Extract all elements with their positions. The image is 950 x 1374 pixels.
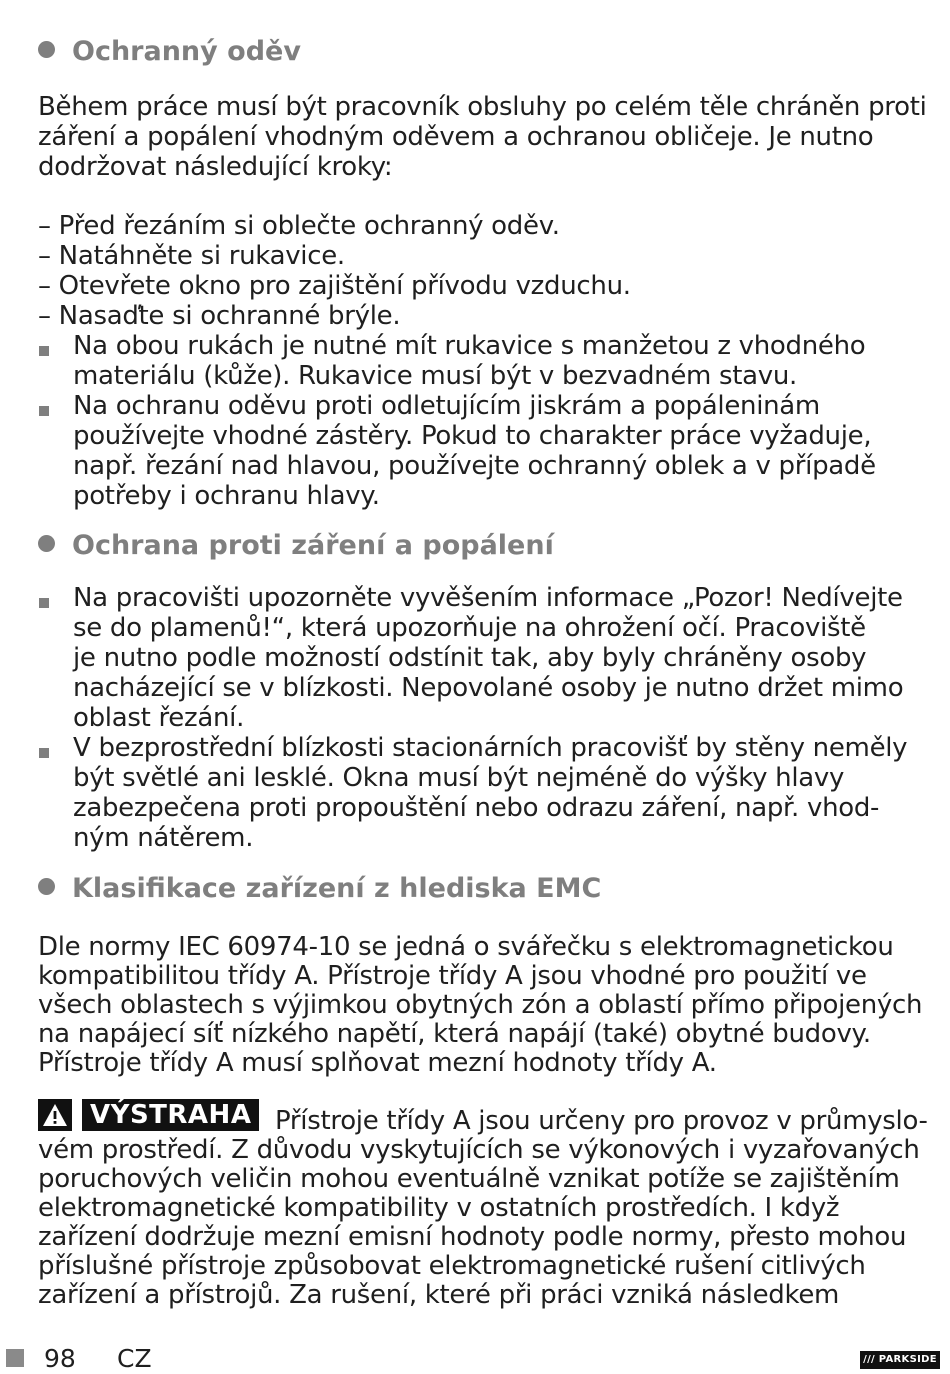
bullet-line: Na pracovišti upozorněte vyvěšením informace „Pozor! Nedívejte: [73, 583, 903, 613]
dash-list-item: – Nasaďte si ochranné brýle.: [38, 301, 401, 331]
brand-logo: /// PARKSIDE: [860, 1351, 940, 1369]
dash-list-item: – Před řezáním si oblečte ochranný oděv.: [38, 211, 560, 241]
bullet-line: materiálu (kůže). Rukavice musí být v bezvadném stavu.: [73, 361, 798, 391]
paragraph-line: Přístroje třídy A musí splňovat mezní hodnoty třídy A.: [38, 1048, 717, 1078]
dash-list-item: – Otevřete okno pro zajištění přívodu vzduchu.: [38, 271, 631, 301]
footer-marker-square: [6, 1349, 24, 1367]
bullet-dot-icon: [38, 535, 55, 552]
paragraph-line: kompatibilitou třídy A. Přístroje třídy A jsou vhodné pro použití ve: [38, 961, 867, 991]
bullet-line: je nutno podle možností odstínit tak, aby byly chráněny osoby: [73, 643, 867, 673]
paragraph-line: na napájecí síť nízkého napětí, která napájí (také) obytné budovy.: [38, 1019, 871, 1049]
bullet-line: oblast řezání.: [73, 703, 245, 733]
square-bullet-icon: [39, 406, 49, 416]
bullet-line: např. řezání nad hlavou, používejte ochranný oblek a v případě: [73, 451, 876, 481]
bullet-line: nacházející se v blízkosti. Nepovolané osoby je nutno držet mimo: [73, 673, 904, 703]
page-number: 98: [44, 1344, 76, 1373]
warning-text-line: vém prostředí. Z důvodu vyskytujících se výkonových i vyzařovaných: [38, 1135, 920, 1165]
square-bullet-icon: [39, 598, 49, 608]
paragraph-line: dodržovat následující kroky:: [38, 152, 393, 182]
square-bullet-icon: [39, 346, 49, 356]
section-heading-radiation-protection: Ochrana proti záření a popálení: [38, 530, 554, 561]
warning-text-line: poruchových veličin mohou eventuálně vznikat potíže se zajištěním: [38, 1164, 900, 1194]
paragraph-line: Dle normy IEC 60974-10 se jedná o svářečku s elektromagnetickou: [38, 932, 894, 962]
bullet-line: ným nátěrem.: [73, 823, 254, 853]
warning-text-line: zařízení dodržuje mezní emisní hodnoty podle normy, přesto mohou: [38, 1222, 907, 1252]
language-code: CZ: [117, 1344, 152, 1373]
warning-text-line: elektromagnetické kompatibility v ostatních prostředích. I když: [38, 1193, 840, 1223]
bullet-line: zabezpečena proti propouštění nebo odrazu záření, např. vhod-: [73, 793, 880, 823]
bullet-dot-icon: [38, 41, 55, 58]
bullet-line: potřeby i ochranu hlavy.: [73, 481, 380, 511]
warning-text-line: zařízení a přístrojů. Za rušení, které při práci vzniká následkem: [38, 1280, 840, 1310]
bullet-line: Na ochranu oděvu proti odletujícím jiskrám a popáleninám: [73, 391, 820, 421]
bullet-line: se do plamenů!“, která upozorňuje na ohrožení očí. Pracoviště: [73, 613, 866, 643]
paragraph-line: Během práce musí být pracovník obsluhy po celém těle chráněn proti: [38, 92, 927, 122]
dash-list-item: – Natáhněte si rukavice.: [38, 241, 345, 271]
bullet-line: Na obou rukách je nutné mít rukavice s manžetou z vhodného: [73, 331, 866, 361]
bullet-line: být světlé ani lesklé. Okna musí být nejméně do výšky hlavy: [73, 763, 845, 793]
warning-text-line: příslušné přístroje způsobovat elektromagnetické rušení citlivých: [38, 1251, 866, 1281]
paragraph-line: záření a popálení vhodným oděvem a ochranou obličeje. Je nutno: [38, 122, 874, 152]
bullet-line: V bezprostřední blízkosti stacionárních pracovišť by stěny neměly: [73, 733, 908, 763]
warning-badge: [38, 1099, 259, 1131]
square-bullet-icon: [39, 748, 49, 758]
section-heading-emc-classification: Klasifikace zařízení z hlediska EMC: [38, 873, 601, 904]
warning-triangle-icon: [38, 1099, 72, 1131]
paragraph-line: všech oblastech s výjimkou obytných zón a oblastí přímo připojených: [38, 990, 923, 1020]
section-heading-protective-clothing: Ochranný oděv: [38, 36, 301, 67]
bullet-line: používejte vhodné zástěry. Pokud to charakter práce vyžaduje,: [73, 421, 872, 451]
warning-text-line: Přístroje třídy A jsou určeny pro provoz v průmyslo-: [275, 1106, 928, 1136]
bullet-dot-icon: [38, 878, 55, 895]
warning-label: VÝSTRAHA: [82, 1099, 259, 1131]
